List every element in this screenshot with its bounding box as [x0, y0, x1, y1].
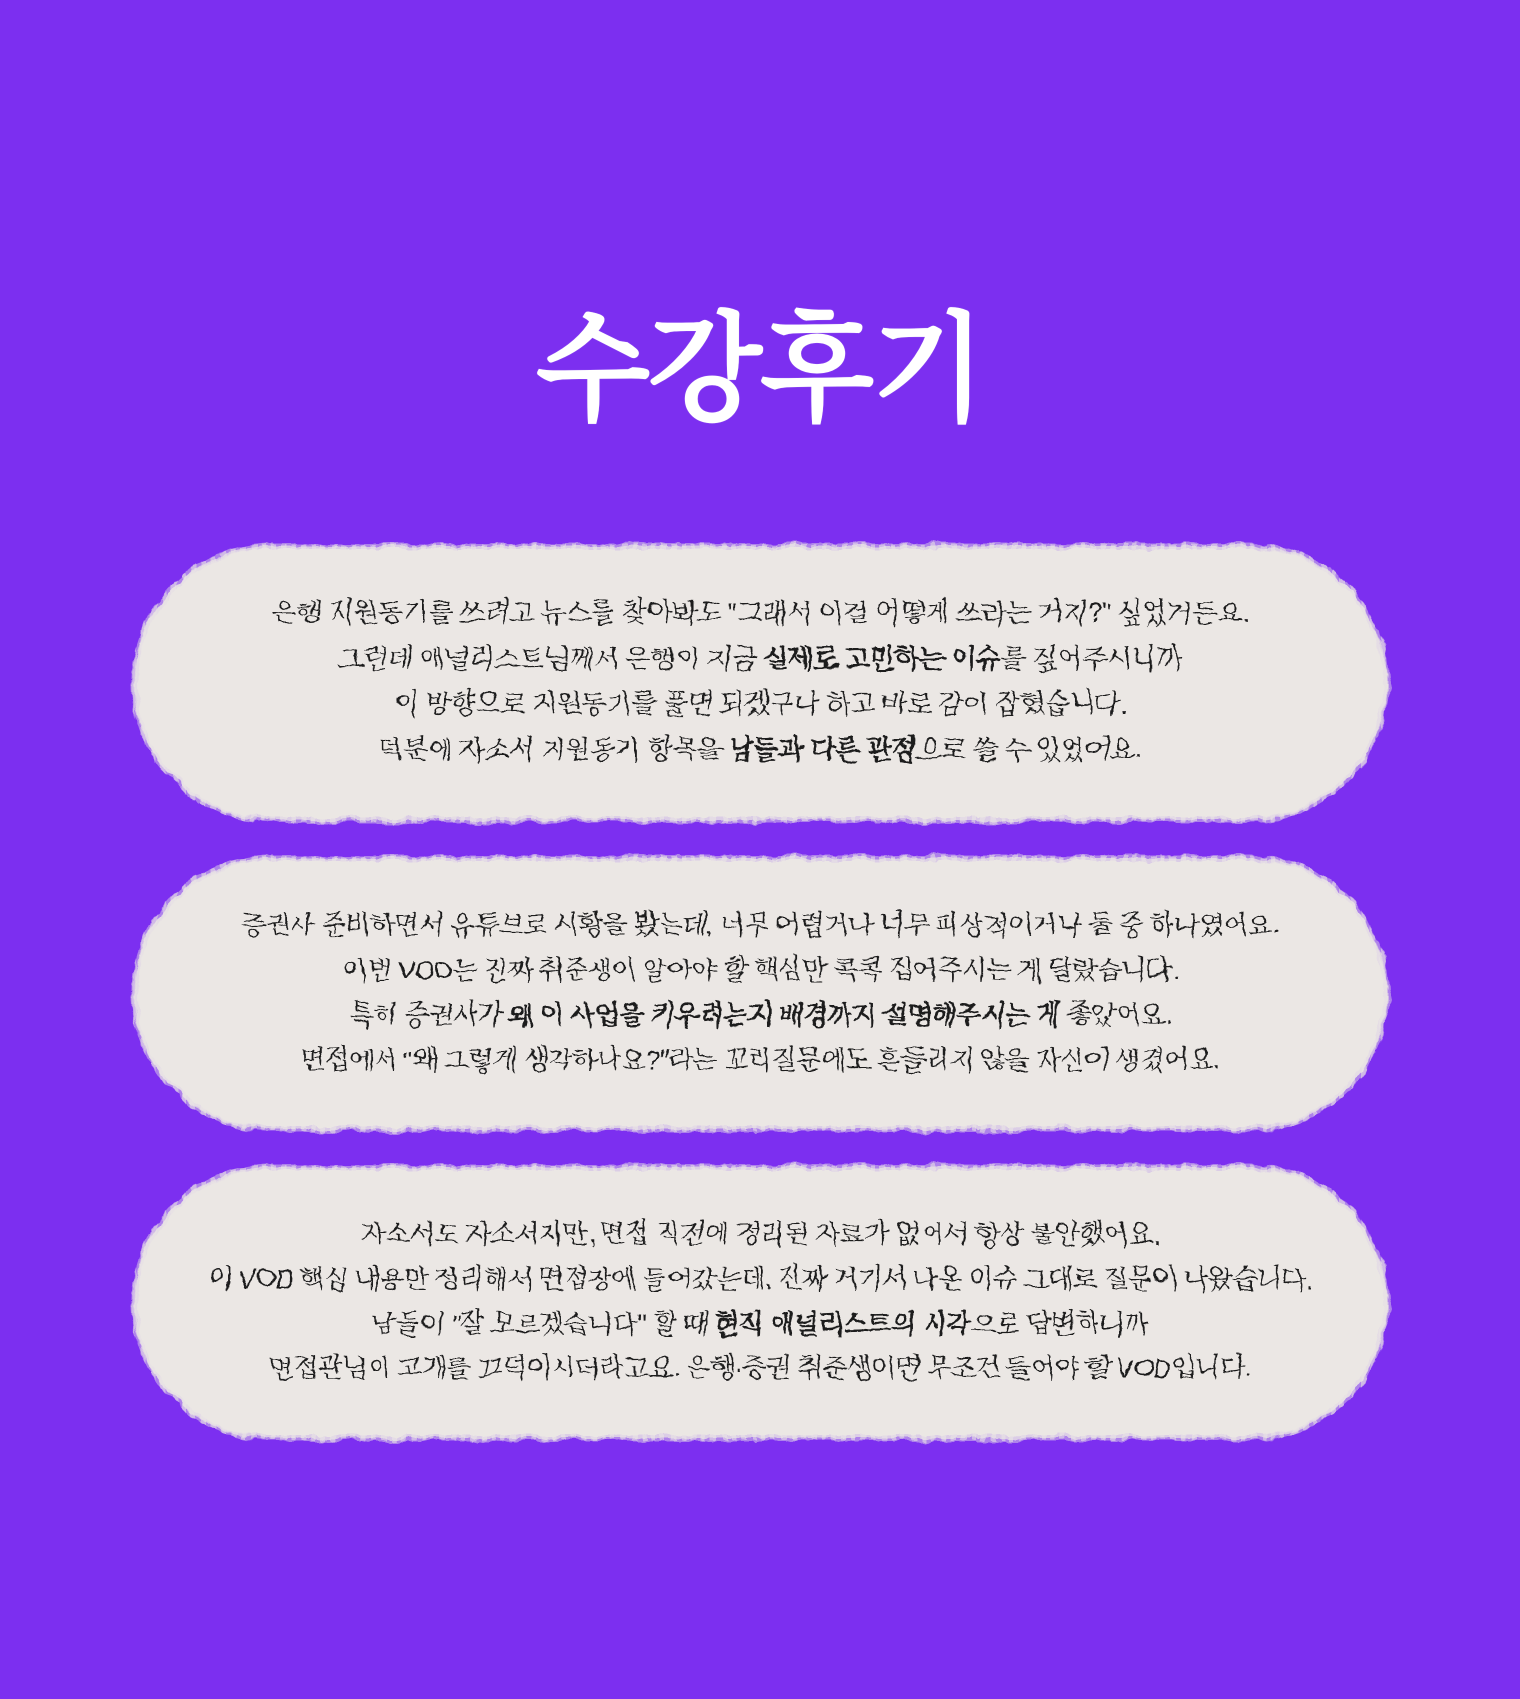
review-line: [198, 948, 1323, 993]
review-text: 덕분에 자소서 지원동기 항목을: [378, 734, 729, 765]
review-page: [0, 79, 1520, 1699]
review-text: 으로 답변하니까: [971, 1308, 1149, 1339]
review-line: [198, 993, 1323, 1038]
review-line: [198, 591, 1323, 637]
page-title: 수강후기: [536, 304, 984, 437]
review-text: 좋았어요.: [1060, 999, 1172, 1030]
review-card: [138, 1170, 1383, 1435]
review-text: 남들이 "잘 모르겠습니다" 할 때: [371, 1308, 714, 1339]
review-line: [198, 1038, 1323, 1083]
review-text: 이 VOD 핵심 내용만 정리해서 면접장에 들어갔는데, 진짜 거기서 나온 이슈 그대로 질문이 나왔습니다.: [207, 1263, 1313, 1294]
review-line: [198, 728, 1323, 774]
review-text: 이 방향으로 지원동기를 풀면 되겠구나 하고 바로 감이 잡혔습니다.: [393, 689, 1127, 720]
review-text: 증권사 준비하면서 유튜브로 시황을 봤는데, 너무 어렵거나 너무 피상적이거나 둘 중 하나였어요.: [241, 910, 1279, 941]
review-highlight: 남들과 다른 관점: [728, 734, 917, 765]
review-text: 이번 VOD는 진짜 취준생이 알아야 할 핵심만 콕콕 집어주시는 게 달랐습니다.: [342, 955, 1178, 986]
review-highlight: 실제로 고민하는 이슈: [763, 643, 1001, 674]
review-card: [138, 861, 1383, 1126]
review-text: 를 짚어주시니까: [1000, 643, 1182, 674]
review-text: 그런데 애널리스트님께서 은행이 지금: [338, 643, 764, 674]
review-line: [198, 637, 1323, 683]
review-text: 자소서도 자소서지만, 면접 직전에 정리된 자료가 없어서 항상 불안했어요.: [361, 1219, 1159, 1250]
review-line: [198, 1212, 1323, 1257]
review-text: 은행 지원동기를 쓰려고 뉴스를 찾아봐도 "그래서 이걸 어떻게 쓰라는 거지?" 싶었거든요.: [271, 598, 1249, 629]
review-card-list: [0, 549, 1520, 1435]
review-text: 으로 쓸 수 있었어요.: [916, 734, 1142, 765]
review-text: 특히 증권사가: [348, 999, 509, 1030]
review-line: [198, 903, 1323, 948]
review-card: [138, 549, 1383, 817]
review-highlight: 현직 애널리스트의 시각: [714, 1308, 972, 1339]
review-text: 면접에서 "왜 그렇게 생각하나요?"라는 꼬리질문에도 흔들리지 않을 자신이 생겼어요.: [300, 1044, 1220, 1075]
review-highlight: 왜 이 사업을 키우려는지 배경까지 설명해주시는 게: [508, 999, 1061, 1030]
review-line: [198, 682, 1323, 728]
review-text: 면접관님이 고개를 끄덕이시더라고요. 은행·증권 취준생이면 무조건 들어야 할 VOD입니다.: [269, 1353, 1251, 1384]
review-line: [198, 1302, 1323, 1347]
review-line: [198, 1257, 1323, 1302]
review-line: [198, 1346, 1323, 1391]
